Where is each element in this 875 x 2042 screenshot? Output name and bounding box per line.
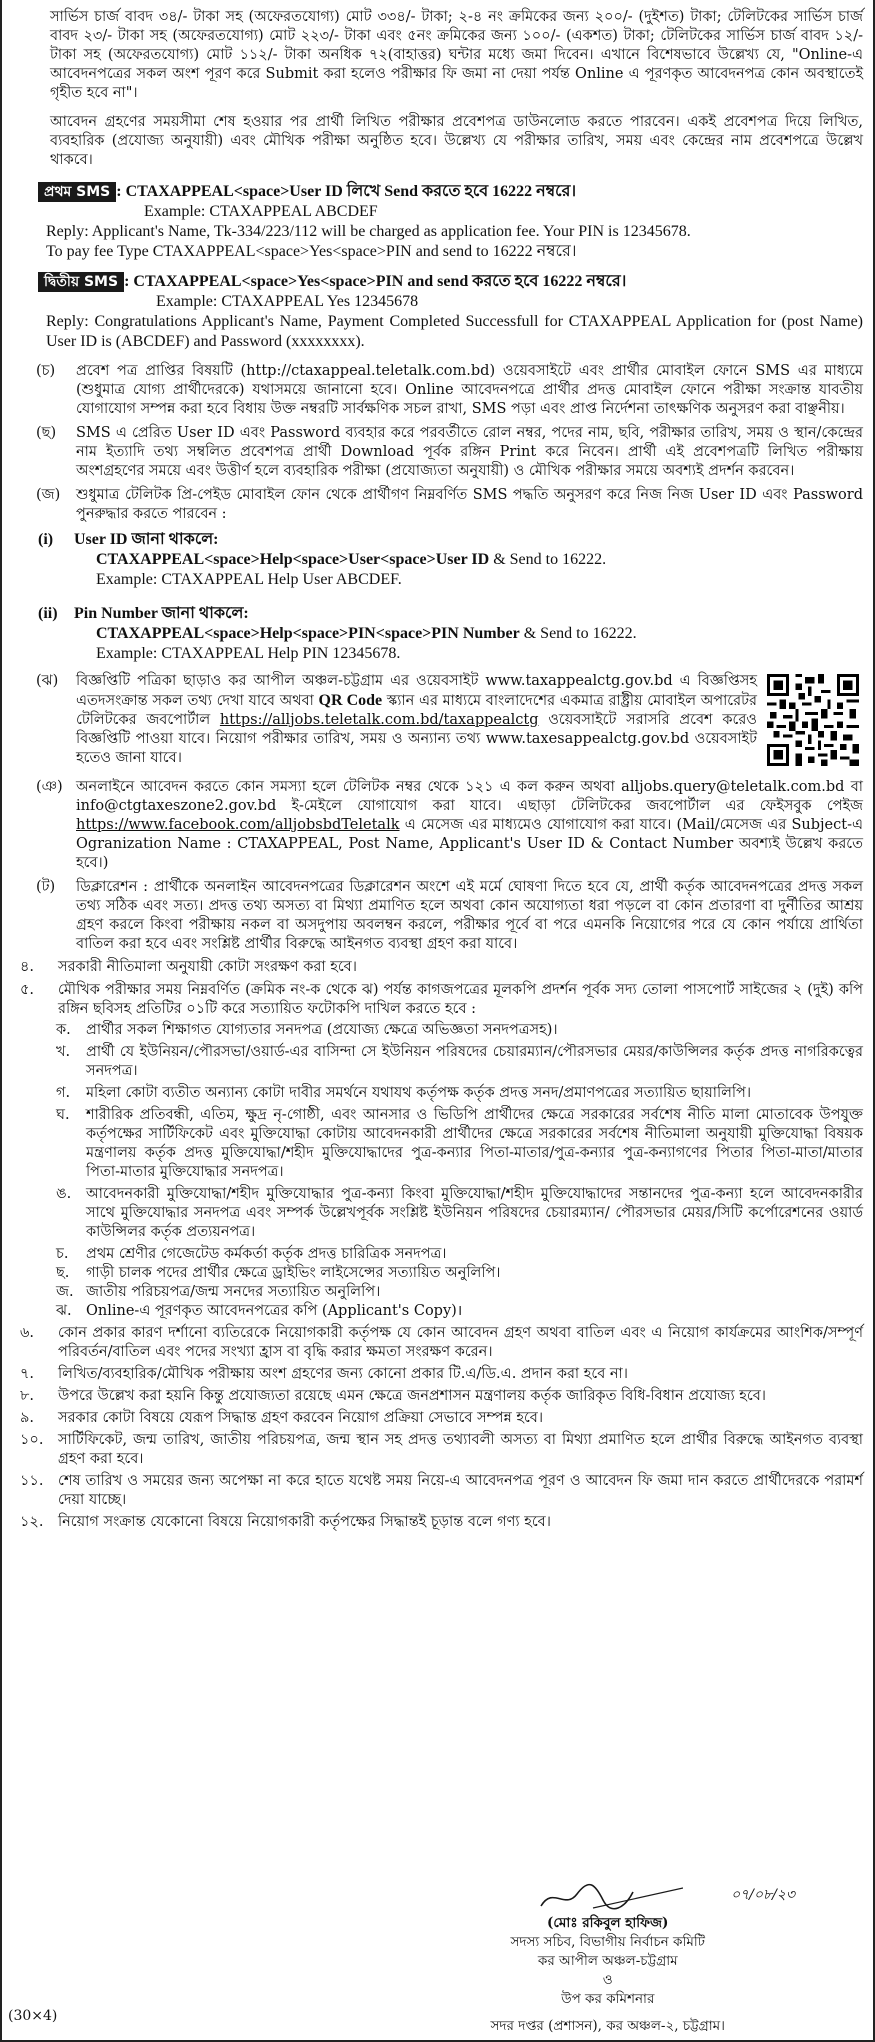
signatory-and: ও: [602, 1972, 613, 1988]
document-checklist: [16, 1021, 863, 1321]
recover-userid: (i) User ID জানা থাকলে: CTAXAPPEAL<space>Help<space>User<space>User ID & Send to 16222. Example: CTAXAPPEAL Help User ABCDEF.: [38, 531, 607, 588]
clause-jha: (ঝ) বিজ্ঞপ্তিটি পত্রিকা ছাড়াও কর আপীল অঞ্চল-চট্টগ্রাম এর ওয়েবসাইট www.taxappealctg.gov.bd এ বিজ্ঞপ্তিসহ এতদসংক্রান্ত সকল তথ্য দেখা যাবে অথবা QR Code স্ক্যান এর মাধ্যমে বাংলাদেশের একমাত্র রাষ্ট্রীয় মোবাইল অপারেটর টেলিটকের জবপোর্টাল https://alljobs.teletalk.com.bd/taxappealctg ওয়েবসাইটে সরাসরি প্রবেশ করেও বিজ্ঞপ্তিটি পাওয়া যাবে। নিয়োগ পরীক্ষার তারিখ, সময় ও অন্যান্য তথ্য www.taxesappealctg.gov.bd ওয়েবসাইট হতেও জানা যাবে।: [16, 672, 863, 770]
rule-6: ৬. কোন প্রকার কারণ দর্শানো ব্যতিরেকে নিয়োগকারী কর্তৃপক্ষ যে কোন আবেদন গ্রহণ অথবা বাতিল এবং এ নিয়োগ কার্যক্রমের আংশিক/সম্পূর্ণ পরিবর্তন/বাতিল এবং পদের সংখ্যা হ্রাস বা বৃদ্ধি করার ক্ষমতা সংরক্ষণ করেন।: [20, 1325, 863, 1360]
rule-4: ৪. সরকারী নীতিমালা অনুযায়ী কোটা সংরক্ষণ করা হবে।: [20, 959, 357, 975]
list-item: খ. প্রার্থী যে ইউনিয়ন/পৌরসভা/ওয়ার্ড-এর বাসিন্দা সে ইউনিয়ন পরিষদের চেয়ারম্যান/পৌরসভার মেয়র/কাউন্সিলর কর্তৃক প্রদত্ত নাগরিকত্বের সনদপত্র।: [56, 1044, 863, 1079]
signatory-address: সদর দপ্তর (প্রশাসন), কর অঞ্চল-২, চট্টগ্রাম।: [490, 2018, 725, 2034]
qr-code-icon[interactable]: [767, 674, 859, 766]
ad-code: (30×4): [8, 2008, 58, 2024]
clause-ta: (ট) ডিক্লারেশন : প্রার্থীকে অনলাইন আবেদনপত্রের ডিক্লারেশন অংশে এই মর্মে ঘোষণা দিতে হবে যে, প্রার্থী কর্তৃক আবেদনপত্রের প্রদত্ত সকল তথ্য সঠিক এবং সত্য। প্রদত্ত তথ্য অসত্য বা মিথ্যা প্রমাণিত হলে অথবা কোন অযোগ্যতা ধরা পড়লে বা কোন প্রতারণা বা দুর্নীতির আশ্রয় গ্রহণ করলে কিংবা পরীক্ষায় নকল বা অসদুপায় অবলম্বন করলে, পরীক্ষার পূর্বে বা পরে এমনকি নিয়োগের পরে যে কোন পর্যায়ে প্রার্থিতা বাতিল করা হবে এবং সংশ্লিষ্ট প্রার্থীর বিরুদ্ধে আইনগত ব্যবস্থা গ্রহণ করা যাবে।: [36, 879, 863, 952]
list-item: ঘ. শারীরিক প্রতিবন্ধী, এতিম, ক্ষুদ্র নৃ-গোষ্ঠী, এবং আনসার ও ভিডিপি প্রার্থীদের ক্ষেত্রে সরকারের সর্বশেষ নীতি মালা মোতাবেক উপযুক্ত কর্তৃপক্ষের সার্টিফিকেট এবং মুক্তিযোদ্ধা কোটায় আবেদনকারী প্রার্থীদের ক্ষেত্রে সরকারের সর্বশেষ নীতিমালা অনুযায়ী মুক্তিযোদ্ধা বিষয়ক মন্ত্রণালয় কর্তৃক প্রদত্ত মুক্তিযোদ্ধা/শহীদ মুক্তিযোদ্ধাদের পুত্র-কন্যার পিতা-মাতার/পুত্র-কন্যার পুত্র-কন্যাগণের পিতার পিতা-মাতা/মাতার পিতা-মাতার মুক্তিযোদ্ধার সনদপত্র।: [56, 1107, 863, 1180]
second-sms-label: দ্বিতীয় SMS: [38, 272, 124, 292]
general-rules: [16, 1324, 863, 1532]
first-sms-example: Example: CTAXAPPEAL ABCDEF: [144, 203, 378, 220]
rule-8: ৮. উপরে উল্লেখ করা হয়নি কিন্তু প্রযোজ্যতা রয়েছে এমন ক্ষেত্রে জনপ্রশাসন মন্ত্রণালয় কর্তৃক জারিকৃত বিধি-বিধান প্রযোজ্য হবে।: [20, 1388, 766, 1404]
second-sms-command: : CTAXAPPEAL<space>Yes<space>PIN and send করতে হবে 16222 নম্বরে।: [124, 273, 627, 290]
first-sms-reply: Reply: Applicant's Name, Tk-334/223/112 will be charged as application fee. Your PIN is 12345678.: [46, 223, 691, 240]
clause-cha: (চ) প্রবেশ পত্র প্রাপ্তির বিষয়টি (http://ctaxappeal.teletalk.com.bd) ওয়েবসাইটে এবং প্রার্থীর মোবাইল ফোনে SMS এর মাধ্যমে (শুধুমাত্র যোগ্য প্রার্থীদেরকে) যথাসময়ে জানানো হবে। Online আবেদনপত্রে প্রার্থীর প্রদত্ত মোবাইল ফোনে পরীক্ষা সংক্রান্ত যাবতীয় যোগাযোগ সম্পন্ন করা হবে বিধায় উক্ত নম্বরটি সার্বক্ষণিক সচল রাখা, SMS পড়া এবং প্রাপ্ত নির্দেশনা তাৎক্ষণিক অনুসরণ করা বাঞ্ছনীয়।: [36, 363, 863, 417]
signatory-name: (মোঃ রকিবুল হাফিজ): [547, 1915, 669, 1931]
first-sms-reply-2: To pay fee Type CTAXAPPEAL<space>Yes<space>PIN and send to 16222 নম্বরে।: [46, 243, 577, 260]
list-item: ঙ. আবেদনকারী মুক্তিযোদ্ধা/শহীদ মুক্তিযোদ্ধার পুত্র-কন্যা কিংবা মুক্তিযোদ্ধা/শহীদ মুক্তিযোদ্ধাদের সন্তানদের পুত্র-কন্যা হলে আবেদনকারীর সাথে মুক্তিযোদ্ধার সনদপত্র এবং সম্পর্ক উল্লেখপূর্বক সংশ্লিষ্ট ইউনিয়ন পরিষদের চেয়ারম্যান/ পৌরসভার মেয়র/সিটি কর্পোরেশনের ওয়ার্ড কাউন্সিলর কর্তৃক প্রত্যয়নপত্র।: [56, 1186, 863, 1240]
rule-11: ১১. শেষ তারিখ ও সময়ের জন্য অপেক্ষা না করে হাতে যথেষ্ট সময় নিয়ে-এ আবেদনপত্র পূরণ ও আবেদন ফি জমা দান করতে প্রার্থীদেরকে পরামর্শ দেয়া যাচ্ছে।: [20, 1473, 863, 1508]
admit-card-paragraph: আবেদন গ্রহণের সময়সীমা শেষ হওয়ার পর প্রার্থী লিখিত পরীক্ষার প্রবেশপত্র ডাউনলোড করতে পারবেন। একই প্রবেশপত্র দিয়ে লিখিত, ব্যবহারিক (প্রযোজ্য অনুযায়ী) এবং মৌখিক পরীক্ষা অনুষ্ঠিত হবে। উল্লেখ্য যে পরীক্ষার তারিখ, সময় এবং কেন্দ্রের নাম প্রবেশপত্রে উল্লেখ থাকবে।: [50, 114, 863, 168]
signatory-office: কর আপীল অঞ্চল-চট্টগ্রাম: [537, 1953, 678, 1969]
signature-block: [490, 1880, 795, 2036]
second-sms-block: [16, 272, 863, 352]
clause-list: [16, 362, 863, 524]
second-sms-reply: Reply: Congratulations Applicant's Name, Payment Completed Successfull for CTAXAPPEAL Application for (post Name) User ID is (ABCDEF) and Password (xxxxxxxx).: [46, 313, 863, 350]
second-sms-example: Example: CTAXAPPEAL Yes 12345678: [156, 293, 419, 310]
signatory-designation: উপ কর কমিশনার: [561, 1991, 655, 2007]
clause-chha: (ছ) SMS এ প্রেরিত User ID এবং Password ব্যবহার করে পরবর্তীতে রোল নম্বর, পদের নাম, ছবি, পরীক্ষার তারিখ, সময় ও স্থান/কেন্দ্রের নাম ইত্যাদি তথ্য সম্বলিত প্রবেশপত্র প্রার্থী Download পূর্বক রঙ্গিন Print করে নিবেন। প্রার্থী এই প্রবেশপত্রটি লিখিত পরীক্ষায় অংশগ্রহণের সময়ে এবং উত্তীর্ণ হলে ব্যবহারিক পরীক্ষা (প্রযোজ্যতা অনুযায়ী) ও মৌখিক পরীক্ষার সময়ে অবশ্যই প্রদর্শন করবেন।: [36, 425, 863, 479]
list-item: ছ. গাড়ী চালক পদের প্রার্থীর ক্ষেত্রে ড্রাইভিং লাইসেন্সের সত্যায়িত অনুলিপি।: [56, 1265, 501, 1281]
rule-5: ৫. মৌখিক পরীক্ষার সময় নিম্নবর্ণিত (ক্রমিক নং-ক থেকে ঝ) পর্যন্ত কাগজপত্রের মূলকপি প্রদর্শন পূর্বক সদ্য তোলা পাসপোর্ট সাইজের ২ (দুই) কপি রঙ্গিন ছবিসহ প্রতিটির ০১টি করে সত্যায়িত ফটোকপি দাখিল করতে হবে :: [20, 982, 863, 1017]
signature-date: ০৭/০৮/২৩: [730, 1887, 795, 1903]
rule-10: ১০. সার্টিফিকেট, জন্ম তারিখ, জাতীয় পরিচয়পত্র, জন্ম স্থান সহ প্রদত্ত তথ্যাবলী অসত্য বা মিথ্যা প্রমাণিত হলে প্রার্থীর বিরুদ্ধে আইনগত ব্যবস্থা গ্রহণ করা হবে।: [20, 1432, 863, 1467]
list-item: গ. মহিলা কোটা ব্যতীত অন্যান্য কোটা দাবীর সমর্থনে যথাযথ কর্তৃপক্ষ কর্তৃক প্রদত্ত সনদ/প্রমাণপত্রের সত্যায়িত ছায়ালিপি।: [56, 1085, 752, 1101]
first-sms-label: প্রথম SMS: [38, 182, 116, 202]
list-item: চ. প্রথম শ্রেণীর গেজেটেড কর্মকর্তা কর্তৃক প্রদত্ত চারিত্রিক সনদপত্র।: [56, 1246, 447, 1262]
first-sms-command: : CTAXAPPEAL<space>User ID লিখে Send করতে হবে 16222 নম্বরে।: [116, 183, 577, 200]
recover-pin: (ii) Pin Number জানা থাকলে: CTAXAPPEAL<space>Help<space>PIN<space>PIN Number & Send to 16222. Example: CTAXAPPEAL Help PIN 12345678.: [38, 605, 637, 662]
list-item: জ. জাতীয় পরিচয়পত্র/জন্ম সনদের সত্যায়িত অনুলিপি।: [56, 1284, 381, 1300]
teletalk-job-link[interactable]: https://alljobs.teletalk.com.bd/taxappealctg: [219, 712, 539, 728]
first-sms-block: [16, 182, 863, 262]
signature-icon: [533, 1880, 683, 1914]
clause-nya: (ঞ) অনলাইনে আবেদন করতে কোন সমস্যা হলে টেলিটক নম্বর থেকে ১২১ এ কল করুন অথবা alljobs.query@teletalk.com.bd বা info@ctgtaxeszone2.gov.bd ই-মেইলে যোগাযোগ করা যাবে। এছাড়া টেলিটকের জবপোর্টাল এর ফেইসবুক পেইজ https://www.facebook.com/alljobsbdTeletalk এ মেসেজ এর মাধ্যমেও যোগাযোগ করা যাবে। (Mail/মেসেজ এর Subject-এ Ogranization Name : CTAXAPPEAL, Post Name, Applicant's User ID & Contact Number অবশ্যই উল্লেখ করতে হবে।): [36, 779, 863, 871]
rule-12: ১২. নিয়োগ সংক্রান্ত যেকোনো বিষয়ে নিয়োগকারী কর্তৃপক্ষের সিদ্ধান্তই চূড়ান্ত বলে গণ্য হবে।: [20, 1514, 551, 1530]
list-item: ঝ. Online-এ পূরণকৃত আবেদনপত্রের কপি (Applicant's Copy)।: [56, 1303, 463, 1319]
facebook-page-link[interactable]: https://www.facebook.com/alljobsbdTeletalk: [76, 817, 400, 833]
list-item: ক. প্রার্থীর সকল শিক্ষাগত যোগ্যতার সনদপত্র (প্রযোজ্য ক্ষেত্রে অভিজ্ঞতা সনদপত্রসহ)।: [56, 1022, 558, 1038]
clause-ja: (জ) শুধুমাত্র টেলিটক প্রি-পেইড মোবাইল ফোন থেকে প্রার্থীগণ নিম্নবর্ণিত SMS পদ্ধতি অনুসরণ করে নিজ নিজ User ID এবং Password পুনরুদ্ধার করতে পারবেন :: [36, 487, 863, 522]
signatory-title: সদস্য সচিব, বিভাগীয় নির্বাচন কমিটি: [510, 1934, 706, 1950]
fee-paragraph: সার্ভিস চার্জ বাবদ ৩৪/- টাকা সহ (অফেরতযোগ্য) মোট ৩৩৪/- টাকা; ২-৪ নং ক্রমিকের জন্য ২০০/- (দুইশত) টাকা; টেলিটকের সার্ভিস চার্জ বাবদ ২৩/- টাকা সহ (অফেরতযোগ্য) মোট ২২৩/- টাকা এবং ৫নং ক্রমিকের জন্য ১০০/- (একশত) টাকা; টেলিটকের সার্ভিস চার্জ বাবদ ১২/- টাকা সহ (অফেরতযোগ্য) মোট ১১২/- টাকা অনধিক ৭২(বাহাত্তর) ঘন্টার মধ্যে জমা দিবেন। এখানে বিশেষভাবে উল্লেখ্য যে, "Online-এ আবেদনপত্রের সকল অংশ পূরণ করে Submit করা হলেও পরীক্ষার ফি জমা না দেয়া পর্যন্ত Online এ পূরণকৃত আবেদনপত্র কোন অবস্থাতেই গৃহীত হবে না"।: [50, 9, 863, 101]
rule-9: ৯. সরকার কোটা বিষয়ে যেরূপ সিদ্ধান্ত গ্রহণ করবেন নিয়োগ প্রক্রিয়া সেভাবে সম্পন্ন হবে।: [20, 1410, 544, 1426]
rule-7: ৭. লিখিত/ব্যবহারিক/মৌখিক পরীক্ষায় অংশ গ্রহণের জন্য কোনো প্রকার টি.এ/ডি.এ. প্রদান করা হবে না।: [20, 1366, 628, 1382]
